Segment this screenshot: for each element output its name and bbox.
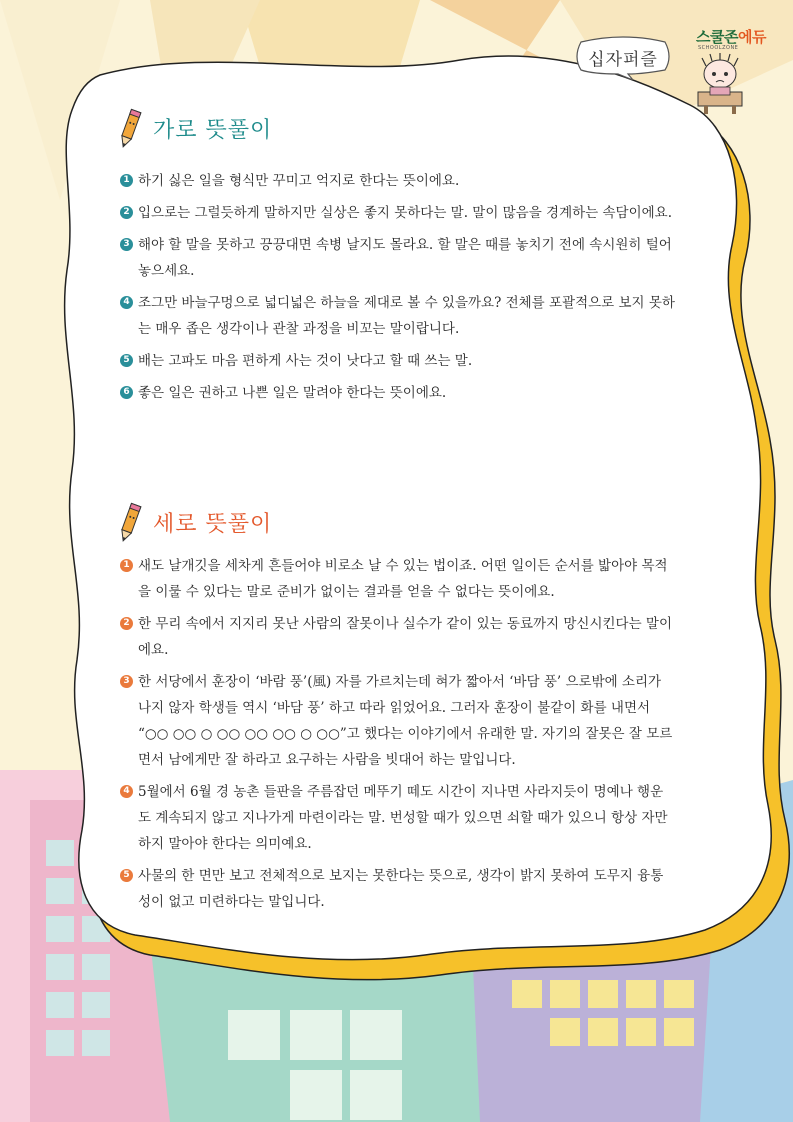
- logo-part1: 스쿨존: [696, 28, 738, 46]
- list-item: [120, 553, 675, 605]
- across-title: 가로 뜻풀이: [153, 117, 273, 143]
- logo-subtitle: SCHOOLZONE: [698, 45, 739, 51]
- clue-number: 4: [120, 296, 133, 309]
- across-clue-list: [120, 168, 675, 412]
- clue-number: 1: [120, 559, 133, 572]
- list-item: [120, 380, 675, 406]
- clue-number: 3: [120, 238, 133, 251]
- clue-text: 사물의 한 면만 보고 전체적으로 보지는 못한다는 뜻으로, 생각이 밝지 못하여 도무지 융통성이 없고 미련하다는 말입니다.: [138, 868, 664, 910]
- brand-logo: [696, 26, 766, 47]
- category-badge: 십자퍼즐: [588, 49, 658, 70]
- list-item: [120, 863, 675, 915]
- list-item: [120, 348, 675, 374]
- list-item: [120, 290, 675, 342]
- clue-number: 2: [120, 617, 133, 630]
- list-item: [120, 779, 675, 857]
- clue-number: 1: [120, 174, 133, 187]
- clue-number: 5: [120, 354, 133, 367]
- list-item: [120, 200, 675, 226]
- pencil-icon: [115, 500, 145, 544]
- list-item: [120, 611, 675, 663]
- across-heading: [115, 106, 272, 150]
- clue-text: 해야 할 말을 못하고 끙끙대면 속병 날지도 몰라요. 할 말은 때를 놓치기 전에 속시원히 털어놓으세요.: [138, 237, 672, 279]
- clue-text: 입으로는 그럴듯하게 말하지만 실상은 좋지 못하다는 말. 말이 많음을 경계하는 속담이에요.: [138, 205, 673, 221]
- clue-text: 한 무리 속에서 지지리 못난 사람의 잘못이나 실수가 같이 있는 동료까지 망신시킨다는 말이에요.: [138, 616, 673, 658]
- logo-part2: 에듀: [737, 28, 766, 46]
- clue-text: 좋은 일은 권하고 나쁜 일은 말려야 한다는 뜻이에요.: [138, 385, 447, 401]
- clue-text: 배는 고파도 마음 편하게 사는 것이 낫다고 할 때 쓰는 말.: [138, 353, 473, 369]
- list-item: [120, 168, 675, 194]
- clue-number: 5: [120, 869, 133, 882]
- clue-text: 새도 날개깃을 세차게 흔들어야 비로소 날 수 있는 법이죠. 어떤 일이든 순서를 밟아야 목적을 이룰 수 있다는 말로 준비가 없이는 결과를 얻을 수 없다는 뜻이에요.: [138, 558, 668, 600]
- list-item: [120, 232, 675, 284]
- clue-number: 4: [120, 785, 133, 798]
- clue-text: 한 서당에서 훈장이 ‘바람 풍’(風) 자를 가르치는데 혀가 짧아서 ‘바담 풍’ 으로밖에 소리가 나지 않자 학생들 역시 ‘바담 풍’ 하고 따라 읽었어요. 그러자 훈장이 불같이 화를 내면서 “○○ ○○ ○ ○○ ○○ ○○ ○ ○○”고 했다는 이야기에서 유래한 말. 자기의 잘못은 잘 모르면서 남에게만 잘 하라고 요구하는 사람을 빗대어 하는 말입니다.: [138, 674, 673, 768]
- down-clue-list: [120, 553, 675, 921]
- clue-text: 조그만 바늘구멍으로 넓디넓은 하늘을 제대로 볼 수 있을까요? 전체를 포괄적으로 보지 못하는 매우 좁은 생각이나 관찰 과정을 비꼬는 말이랍니다.: [138, 295, 675, 337]
- clue-number: 6: [120, 386, 133, 399]
- mascot-icon: [690, 52, 750, 114]
- list-item: [120, 669, 675, 773]
- down-title: 세로 뜻풀이: [153, 511, 273, 537]
- pencil-icon: [115, 106, 145, 150]
- down-heading: [115, 500, 272, 544]
- clue-text: 5월에서 6월 경 농촌 들판을 주름잡던 메뚜기 떼도 시간이 지나면 사라지듯이 명예나 행운도 계속되지 않고 지나가게 마련이라는 말. 번성할 때가 있으면 쇠할 때가 있으니 항상 자만하지 말아야 한다는 의미예요.: [138, 784, 668, 852]
- clue-text: 하기 싫은 일을 형식만 꾸미고 억지로 한다는 뜻이에요.: [138, 173, 460, 189]
- clue-number: 3: [120, 675, 133, 688]
- clue-number: 2: [120, 206, 133, 219]
